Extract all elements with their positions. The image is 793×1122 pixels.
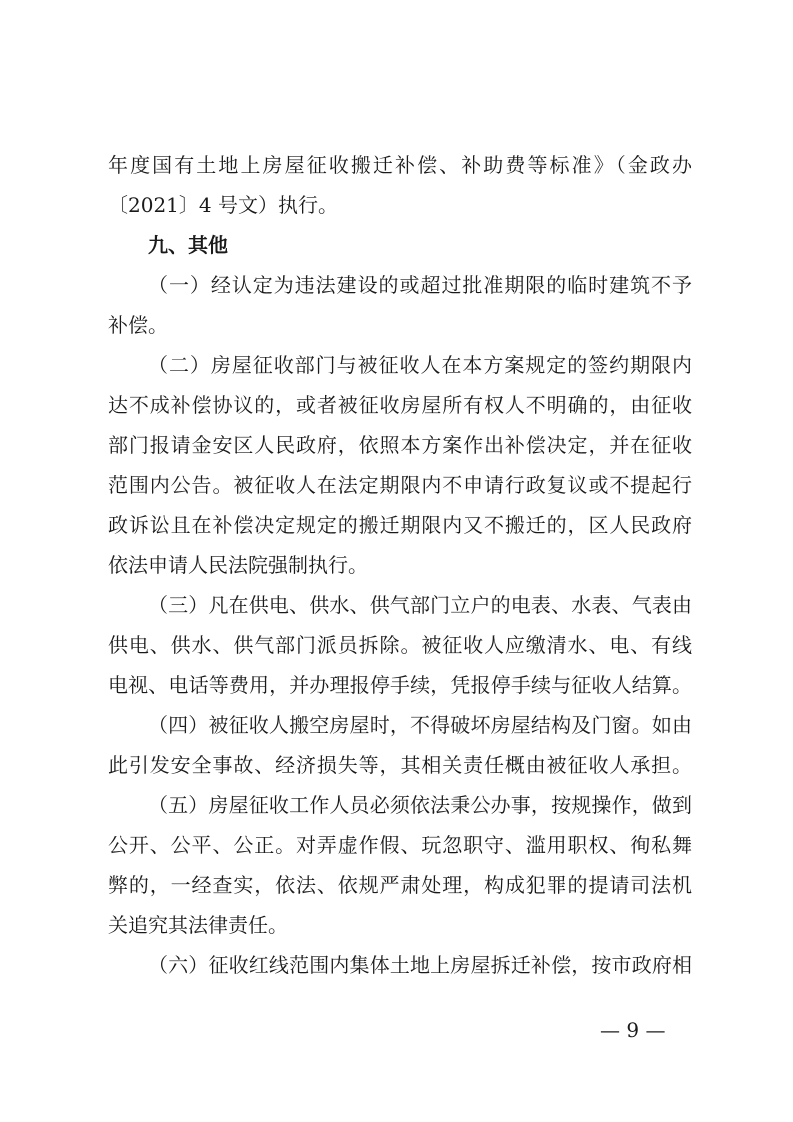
page-number: — 9 — bbox=[600, 1018, 666, 1042]
paragraph-item-3-line: （三）凡在供电、供水、供气部门立户的电表、水表、气表由 bbox=[148, 593, 692, 617]
paragraph-item-1-line: （一）经认定为违法建设的或超过批准期限的临时建筑不予 bbox=[148, 273, 692, 297]
text-line: 弊的，一经查实，依法、依规严肃处理，构成犯罪的提请司法机 bbox=[108, 873, 692, 897]
paragraph-item-6-line: （六）征收红线范围内集体土地上房屋拆迁补偿，按市政府相 bbox=[148, 953, 692, 977]
text-line: 此引发安全事故、经济损失等，其相关责任概由被征收人承担。 bbox=[108, 753, 692, 777]
text-line: 关追究其法律责任。 bbox=[108, 913, 288, 937]
text-line: 政诉讼且在补偿决定规定的搬迁期限内又不搬迁的，区人民政府 bbox=[108, 513, 692, 537]
text-line: 范围内公告。被征收人在法定期限内不申请行政复议或不提起行 bbox=[108, 473, 692, 497]
text-line: 补偿。 bbox=[108, 313, 168, 337]
text-line: 达不成补偿协议的，或者被征收房屋所有权人不明确的，由征收 bbox=[108, 393, 692, 417]
section-heading-other: 九、其他 bbox=[148, 233, 228, 257]
paragraph-item-5-line: （五）房屋征收工作人员必须依法秉公办事，按规操作，做到 bbox=[148, 793, 692, 817]
paragraph-item-4-line: （四）被征收人搬空房屋时，不得破坏房屋结构及门窗。如由 bbox=[148, 713, 692, 737]
text-line: 〔2021〕4 号文）执行。 bbox=[108, 193, 338, 217]
text-line: 年度国有土地上房屋征收搬迁补偿、补助费等标准》（金政办 bbox=[108, 153, 692, 177]
text-line: 依法申请人民法院强制执行。 bbox=[108, 553, 368, 577]
paragraph-item-2-line: （二）房屋征收部门与被征收人在本方案规定的签约期限内 bbox=[148, 353, 692, 377]
text-line: 供电、供水、供气部门派员拆除。被征收人应缴清水、电、有线 bbox=[108, 633, 692, 657]
text-line: 部门报请金安区人民政府，依照本方案作出补偿决定，并在征收 bbox=[108, 433, 692, 457]
text-line: 公开、公平、公正。对弄虚作假、玩忽职守、滥用职权、徇私舞 bbox=[108, 833, 692, 857]
text-line: 电视、电话等费用，并办理报停手续，凭报停手续与征收人结算。 bbox=[108, 673, 692, 697]
